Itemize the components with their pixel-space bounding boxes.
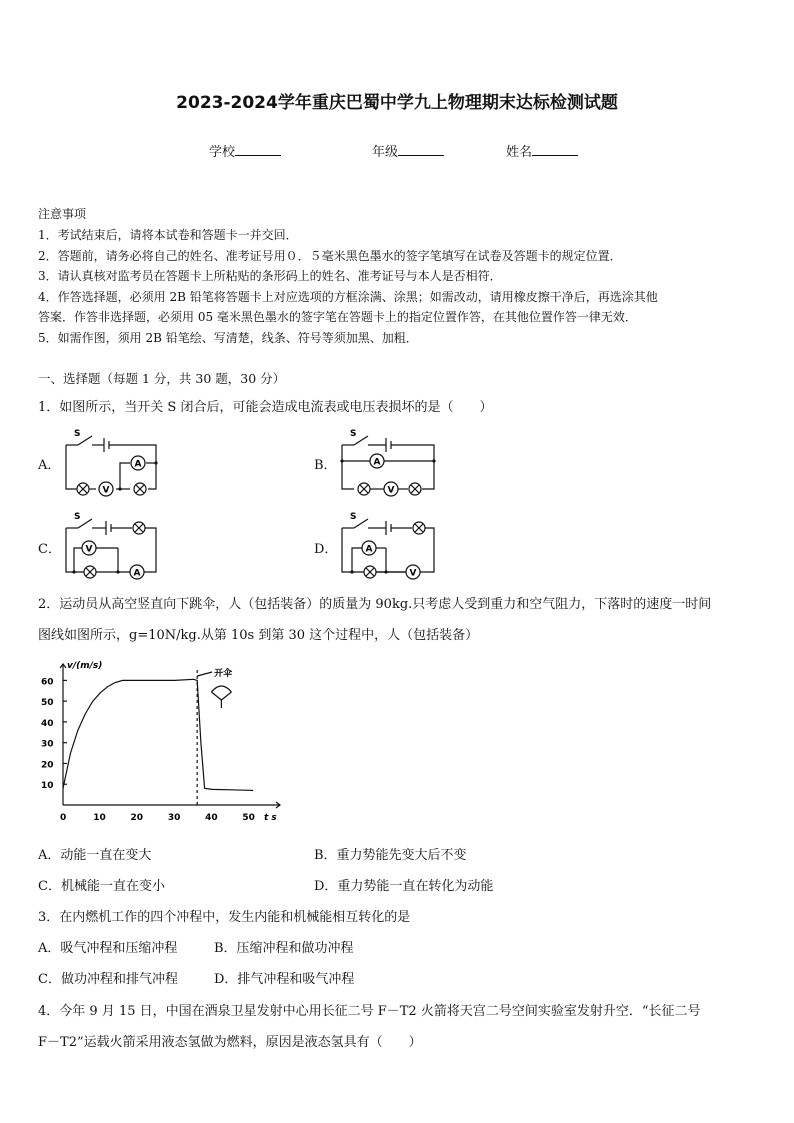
svg-text:V: V bbox=[409, 568, 417, 579]
name-label: 姓名 bbox=[506, 145, 533, 160]
x-tick-label: 10 bbox=[93, 813, 106, 823]
school-label: 学校 bbox=[209, 145, 236, 160]
question-4-stem-cont: F－T2”运载火箭采用液态氢做为燃料，原因是液态氢具有（ ） bbox=[38, 1035, 422, 1050]
x-axis-label: t s bbox=[264, 813, 277, 823]
section-heading: 一、选择题（每题 1 分，共 30 题，30 分） bbox=[38, 371, 286, 386]
page-title: 2023-2024学年重庆巴蜀中学九上物理期末达标检测试题 bbox=[176, 93, 618, 113]
q3-option-c[interactable]: C．做功冲程和排气冲程 bbox=[38, 972, 178, 987]
question-2-stem-cont: 图线如图所示，g=10N/kg.从第 10s 到第 30 这个过程中，人（包括装备） bbox=[38, 628, 479, 643]
notice-item: 3．请认真核对监考员在答题卡上所粘贴的条形码上的姓名、准考证号与本人是否相符． bbox=[38, 269, 502, 283]
velocity-curve bbox=[63, 679, 253, 790]
question-3-stem: 3．在内燃机工作的四个冲程中，发生内能和机械能相互转化的是 bbox=[38, 910, 411, 925]
y-tick-label: 40 bbox=[41, 718, 54, 729]
q2-option-b[interactable]: B．重力势能先变大后不变 bbox=[314, 848, 467, 863]
question-1-stem: 1．如图所示，当开关 S 闭合后，可能会造成电流表或电压表损坏的是（ ） bbox=[38, 400, 493, 415]
grade-label: 年级 bbox=[372, 145, 399, 160]
parachute-icon bbox=[211, 686, 231, 692]
circuit-b-diagram bbox=[336, 425, 446, 500]
circuit-a-diagram bbox=[60, 425, 170, 500]
svg-text:S: S bbox=[350, 429, 357, 439]
svg-text:A: A bbox=[365, 544, 373, 555]
q1-option-b-label: B． bbox=[314, 458, 337, 473]
y-axis-label: v/(m/s) bbox=[67, 661, 103, 671]
svg-text:S: S bbox=[74, 512, 81, 522]
velocity-time-chart bbox=[38, 660, 298, 830]
q3-option-b[interactable]: B．压缩冲程和做功冲程 bbox=[214, 941, 354, 956]
circuit-d-diagram bbox=[336, 508, 446, 588]
notice-item: 2．答题前，请务必将自己的姓名、准考证号用０．５毫米黑色墨水的签字笔填写在试卷及答题卡的规定位置． bbox=[38, 249, 622, 263]
name-field[interactable] bbox=[506, 141, 578, 160]
notice-item: 1．考试结束后，请将本试卷和答题卡一并交回． bbox=[38, 228, 298, 242]
x-tick-label: 30 bbox=[167, 813, 181, 823]
grade-field[interactable] bbox=[372, 141, 444, 160]
annotation-label: 开伞 bbox=[214, 669, 233, 679]
svg-text:V: V bbox=[387, 485, 395, 496]
q1-option-a-label: A． bbox=[38, 458, 61, 473]
annotation-leader bbox=[197, 672, 212, 676]
svg-text:S: S bbox=[350, 512, 357, 522]
parachute-string bbox=[211, 692, 221, 700]
y-tick-label: 30 bbox=[41, 739, 54, 750]
question-2-stem: 2．运动员从高空竖直向下跳伞，人（包括装备）的质量为 90kg.只考虑人受到重力和空气阻力，下落时的速度一时间 bbox=[38, 597, 712, 612]
svg-text:A: A bbox=[133, 568, 141, 579]
notice-item: 答案．作答非选择题，必须用 05 毫米黑色墨水的签字笔在答题卡上的指定位置作答，在其他位置作答一律无效． bbox=[38, 310, 637, 324]
q2-option-d[interactable]: D．重力势能一直在转化为动能 bbox=[314, 879, 494, 894]
svg-text:V: V bbox=[102, 485, 110, 496]
q2-option-a[interactable]: A．动能一直在变大 bbox=[38, 848, 152, 863]
q3-option-a[interactable]: A．吸气冲程和压缩冲程 bbox=[38, 941, 178, 956]
x-tick-label: 40 bbox=[205, 813, 218, 823]
x-tick-label: 20 bbox=[130, 813, 144, 823]
parachute-string bbox=[221, 692, 231, 700]
q3-option-d[interactable]: D．排气冲程和吸气冲程 bbox=[214, 972, 355, 987]
q1-option-d-label: D． bbox=[314, 542, 338, 557]
y-tick-label: 10 bbox=[41, 781, 54, 792]
notice-heading: 注意事项 bbox=[38, 207, 87, 221]
q2-option-c[interactable]: C．机械能一直在变小 bbox=[38, 879, 165, 894]
svg-text:A: A bbox=[373, 457, 381, 468]
svg-text:V: V bbox=[85, 544, 93, 555]
circuit-c-diagram bbox=[60, 508, 170, 583]
y-tick-label: 60 bbox=[41, 677, 54, 688]
y-tick-label: 20 bbox=[41, 760, 54, 771]
notice-item: 4．作答选择题，必须用 2B 铅笔将答题卡上对应选项的方框涂满、涂黑；如需改动，请用橡皮擦干净后，再选涂其他 bbox=[38, 290, 658, 304]
x-tick-label: 0 bbox=[60, 813, 67, 823]
notice-item: 5．如需作图，须用 2B 铅笔绘、写清楚，线条、符号等须加黑、加粗． bbox=[38, 331, 418, 345]
switch-label: S bbox=[74, 429, 81, 439]
x-tick-label: 50 bbox=[242, 813, 255, 823]
svg-text:A: A bbox=[134, 459, 142, 470]
q1-option-c-label: C． bbox=[38, 542, 61, 557]
question-4-stem: 4．今年 9 月 15 日，中国在酒泉卫星发射中心用长征二号 F－T2 火箭将天宫二号空间实验室发射升空．“长征二号 bbox=[38, 1004, 701, 1019]
y-tick-label: 50 bbox=[41, 698, 54, 709]
school-field[interactable] bbox=[209, 141, 281, 160]
